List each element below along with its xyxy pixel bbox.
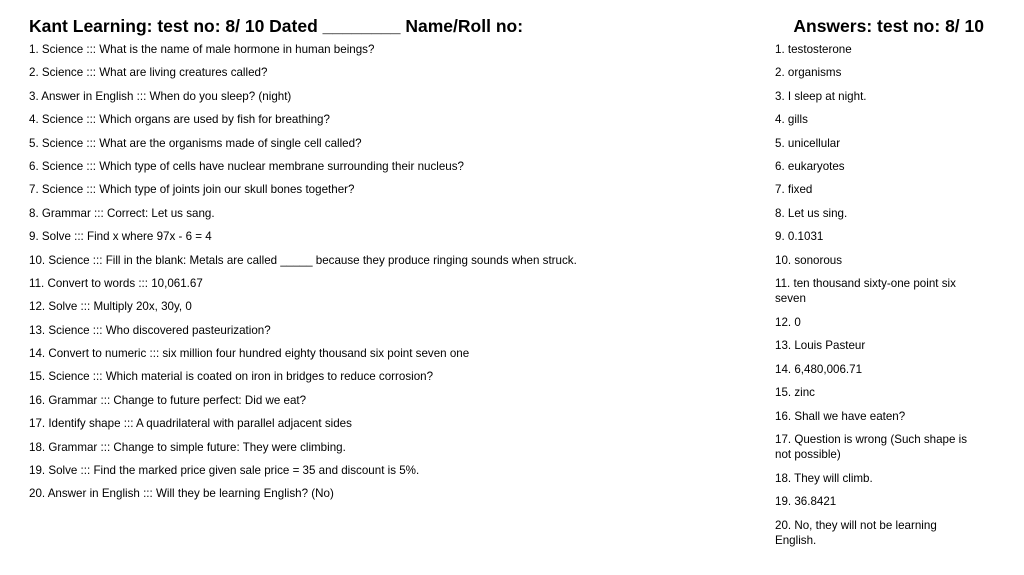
question-item: 12. Solve ::: Multiply 20x, 30y, 0 (29, 300, 192, 314)
question-item: 17. Identify shape ::: A quadrilateral with parallel adjacent sides (29, 417, 352, 431)
question-item: 15. Science ::: Which material is coated on iron in bridges to reduce corrosion? (29, 370, 434, 384)
question-item: 14. Convert to numeric ::: six million four hundred eighty thousand six point seven one (29, 347, 470, 361)
answer-item: 5. unicellular (775, 136, 841, 150)
answer-item: 6. eukaryotes (775, 160, 845, 174)
question-item: 9. Solve ::: Find x where 97x - 6 = 4 (29, 230, 212, 244)
answer-item: 19. 36.8421 (775, 495, 837, 509)
answer-item: 13. Louis Pasteur (775, 339, 866, 353)
answers-list (775, 42, 975, 556)
answer-item: 10. sonorous (775, 253, 843, 267)
answer-item: 18. They will climb. (775, 471, 873, 485)
answer-item: 16. Shall we have eaten? (775, 409, 906, 423)
question-item: 5. Science ::: What are the organisms made of single cell called? (29, 136, 362, 150)
questions-list (29, 42, 729, 510)
question-item: 2. Science ::: What are living creatures called? (29, 66, 268, 80)
answer-item: 4. gills (775, 113, 808, 127)
question-item: 16. Grammar ::: Change to future perfect: Did we eat? (29, 393, 307, 407)
question-item: 7. Science ::: Which type of joints join our skull bones together? (29, 183, 355, 197)
question-item: 11. Convert to words ::: 10,061.67 (29, 276, 203, 290)
answer-item: 3. I sleep at night. (775, 89, 867, 103)
question-item: 19. Solve ::: Find the marked price given sale price = 35 and discount is 5%. (29, 464, 420, 478)
answer-item: 7. fixed (775, 183, 813, 197)
question-item: 1. Science ::: What is the name of male hormone in human beings? (29, 43, 375, 56)
answer-item: 17. Question is wrong (Such shape is not possible) (775, 432, 968, 462)
question-item: 20. Answer in English ::: Will they be learning English? (No) (29, 487, 334, 501)
question-item: 3. Answer in English ::: When do you sleep? (night) (29, 89, 292, 103)
question-item: 8. Grammar ::: Correct: Let us sang. (29, 206, 215, 220)
test-title: Kant Learning: test no: 8/ 10 Dated ________ Name/Roll no: (29, 16, 524, 36)
answer-item: 14. 6,480,006.71 (775, 362, 863, 376)
answer-item: 15. zinc (775, 386, 815, 400)
question-item: 18. Grammar ::: Change to simple future: They were climbing. (29, 440, 346, 454)
answer-item: 9. 0.1031 (775, 230, 824, 244)
answer-item: 20. No, they will not be learning English. (775, 518, 937, 547)
question-item: 6. Science ::: Which type of cells have nuclear membrane surrounding their nucleus? (29, 159, 464, 173)
question-item: 13. Science ::: Who discovered pasteurization? (29, 323, 271, 337)
answer-item: 1. testosterone (775, 43, 852, 56)
answer-item: 2. organisms (775, 66, 842, 80)
question-item: 10. Science ::: Fill in the blank: Metals are called _____ because they produce ringing sounds when struck. (29, 253, 577, 267)
answer-item: 12. 0 (775, 315, 801, 329)
answers-title: Answers: test no: 8/ 10 (793, 16, 984, 36)
answer-item: 11. ten thousand sixty-one point six seven (775, 277, 956, 306)
answer-item: 8. Let us sing. (775, 206, 848, 220)
question-item: 4. Science ::: Which organs are used by fish for breathing? (29, 113, 330, 127)
